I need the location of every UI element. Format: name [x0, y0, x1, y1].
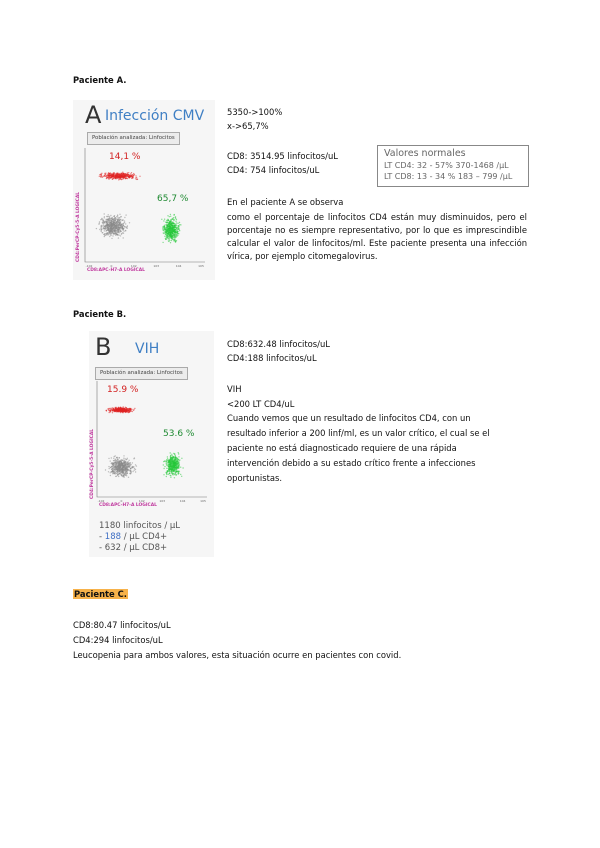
x-tick-label: 103 — [159, 499, 166, 503]
x-tick-label: 0 — [110, 264, 113, 268]
patient-b-paragraph-line: intervención debido a su estado crítico frente a infecciones — [227, 458, 476, 468]
figure-a-population-label: Población analizada: Linfocitos — [87, 132, 180, 145]
x-tick-label: 0 — [120, 499, 123, 503]
figure-a-axes — [85, 148, 205, 268]
figure-b-gray-population — [105, 455, 137, 478]
figure-b-cd8-percent: 15.9 % — [107, 385, 139, 395]
patient-a-flow-figure — [73, 100, 215, 280]
figure-b-cd8-population — [106, 406, 136, 413]
x-tick-label: 103 — [153, 264, 160, 268]
figure-a-dot-plot — [73, 100, 215, 280]
figure-b-legend-cd8: - 632 / µL CD8+ — [99, 543, 168, 553]
figure-a-title: Infección CMV — [105, 108, 205, 124]
figure-b-legend-total: 1180 linfocitos / µL — [99, 521, 181, 531]
x-tick-label: -102 — [97, 499, 105, 503]
x-tick-label: 104 — [175, 264, 182, 268]
normal-values-cd8-row: LT CD8: 13 - 34 % 183 – 799 /µL — [384, 172, 513, 181]
patient-b-heading: Paciente B. — [73, 309, 127, 319]
patient-a-paragraph: como el porcentaje de linfocitos CD4 están muy disminuidos, pero el porcentaje no es siempre representativo, por lo que es imprescindible calcular el valor de linfocitos/ml. Este paciente presenta una infección vírica, por ejemplo citomegalovirus. — [227, 212, 527, 261]
patient-b-flow-figure — [89, 331, 214, 557]
patient-b-vih-label: VIH — [227, 384, 242, 394]
x-tick-label: 105 — [198, 264, 204, 268]
figure-b-legend-cd4-value: 188 — [104, 532, 122, 542]
patient-a-observation: En el paciente A se observa — [227, 197, 344, 207]
figure-b-x-axis-label: CD8:APC-H7-A LOGICAL — [99, 503, 157, 508]
patient-b-paragraph-line: oportunistas. — [227, 473, 283, 483]
x-tick-label: 105 — [200, 499, 206, 503]
patient-b-cd4-result: CD4:188 linfocitos/uL — [227, 353, 317, 363]
patient-b-paragraph-line: resultado inferior a 200 linf/ml, es un valor crítico, el cual se el — [227, 428, 490, 438]
figure-b-cd4-population — [163, 452, 184, 479]
figure-a-letter: A — [85, 101, 102, 129]
patient-a-calc-line-1: 5350->100% — [227, 107, 283, 117]
patient-c-heading-highlight: Paciente C. — [74, 589, 127, 599]
x-tick-label: 104 — [179, 499, 186, 503]
figure-b-y-axis-label: CD4:PerCP-Cy5-5-A LOGICAL — [90, 428, 95, 499]
x-tick-label: 102 — [138, 499, 145, 503]
normal-values-header: Valores normales — [384, 148, 466, 159]
figure-b-cd4-percent: 53.6 % — [163, 429, 195, 439]
normal-values-box — [377, 145, 529, 187]
figure-b-letter: B — [95, 333, 112, 361]
patient-b-threshold: <200 LT CD4/uL — [227, 399, 295, 409]
figure-b-legend-cd4 — [99, 532, 167, 543]
patient-c-conclusion: Leucopenia para ambos valores, esta situación ocurre en pacientes con covid. — [73, 650, 402, 660]
figure-b-title: VIH — [135, 341, 160, 357]
figure-a-y-axis-label: CD4:PerCP-Cy5-5-A LOGICAL — [76, 191, 81, 262]
normal-values-cd4-row: LT CD4: 32 - 57% 370-1468 /µL — [384, 161, 509, 170]
x-tick-label: -102 — [85, 264, 93, 268]
patient-c-cd8-result: CD8:80.47 linfocitos/uL — [73, 620, 171, 630]
patient-a-cd8-result: CD8: 3514.95 linfocitos/uL — [227, 151, 338, 161]
patient-b-paragraph-line: Cuando vemos que un resultado de linfocitos CD4, con un — [227, 413, 471, 423]
patient-a-heading: Paciente A. — [73, 75, 127, 85]
figure-b-population-label: Población analizada: Linfocitos — [95, 367, 188, 380]
figure-a-x-axis-label: CD8:APC-H7-A LOGICAL — [87, 268, 145, 273]
patient-a-cd4-result: CD4: 754 linfocitos/uL — [227, 165, 320, 175]
figure-a-cd8-percent: 14,1 % — [109, 152, 141, 162]
figure-b-legend-cd4-prefix: - — [99, 532, 105, 542]
figure-b-legend-cd4-suffix: / µL CD4+ — [121, 532, 168, 542]
patient-c-cd4-result: CD4:294 linfocitos/uL — [73, 635, 163, 645]
figure-a-gray-population — [96, 213, 131, 239]
figure-b-axes — [97, 381, 207, 503]
patient-c-heading — [73, 588, 128, 601]
patient-a-calc-line-2: x->65,7% — [227, 121, 269, 131]
figure-a-cd4-percent: 65,7 % — [157, 194, 189, 204]
figure-a-cd8-population — [99, 172, 141, 181]
patient-b-paragraph-line: paciente no está diagnosticado requiere de una rápida — [227, 443, 457, 453]
figure-a-cd4-population — [161, 214, 182, 244]
patient-b-paragraph — [227, 412, 490, 485]
x-tick-label: 102 — [130, 264, 137, 268]
patient-b-cd8-result: CD8:632.48 linfocitos/uL — [227, 339, 330, 349]
